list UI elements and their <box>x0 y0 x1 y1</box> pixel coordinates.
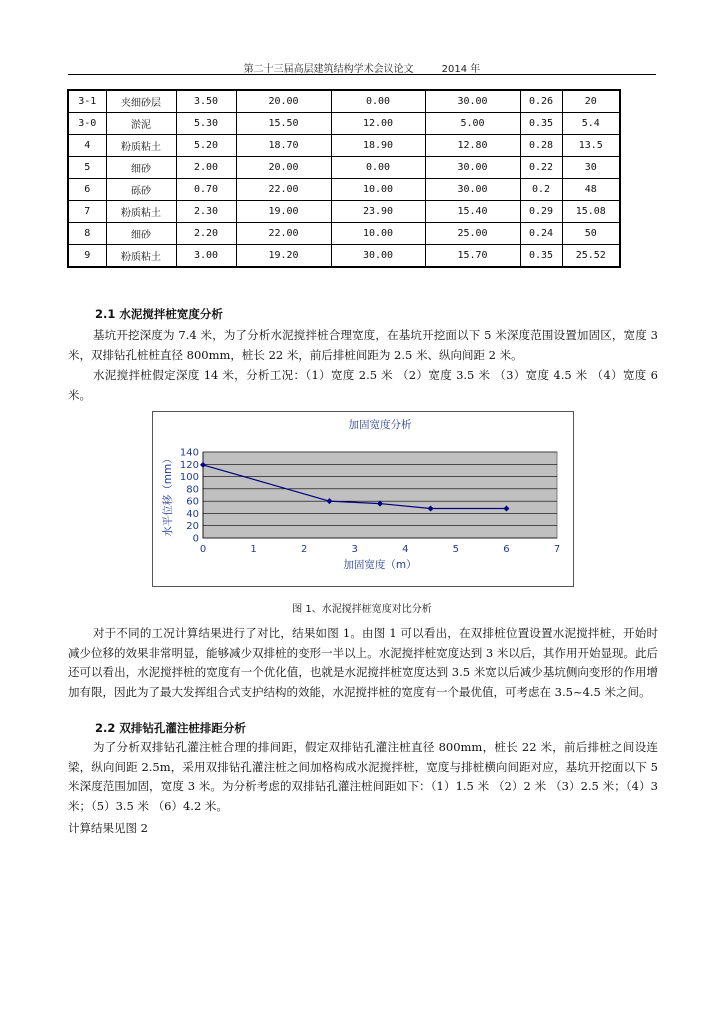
table-cell: 12.00 <box>331 113 425 135</box>
table-cell: 30.00 <box>425 157 520 179</box>
x-tick-label: 1 <box>250 544 257 555</box>
table-cell: 0.22 <box>520 157 562 179</box>
x-tick-label: 2 <box>300 544 308 555</box>
section-2-1-heading: 2.1 水泥搅拌桩宽度分析 <box>95 307 223 321</box>
table-cell: 0.70 <box>176 179 236 201</box>
table-cell: 19.20 <box>236 245 331 268</box>
x-tick-label: 5 <box>452 544 460 555</box>
table-cell: 粉质粘土 <box>106 201 176 223</box>
table-cell: 3-0 <box>68 113 106 135</box>
table-cell: 12.80 <box>425 135 520 157</box>
y-tick-label: 0 <box>192 533 199 545</box>
chart-title: 加固宽度分析 <box>348 419 412 431</box>
table-cell: 22.00 <box>236 223 331 245</box>
table-cell: 0.00 <box>331 157 425 179</box>
table-cell: 8 <box>68 223 106 245</box>
page-header <box>0 60 724 75</box>
table-cell: 6 <box>68 179 106 201</box>
table-cell: 粉质粘土 <box>106 135 176 157</box>
header-rule <box>68 74 656 75</box>
x-tick-label: 0 <box>199 544 207 555</box>
section-2-2-paragraph-1: 为了分析双排钻孔灌注桩合理的排间距，假定双排钻孔灌注桩直径 800mm，桩长 22 米，前后排桩之间设连梁，纵向间距 2.5m，采用双排钻孔灌注桩之间加格构成水泥搅拌桩，宽度与排桩横向间距对应，基坑开挖面以下 5 米深度范围加固，宽度 3 米。为分析考虑的双排钻孔灌注桩间距如下：（1）1.5 米 （2）2 米 （3）2.5 米；（4）3 米；（5）3.5 米 （6）4.2 米。 <box>68 740 658 813</box>
table-cell: 0.2 <box>520 179 562 201</box>
x-tick-label: 4 <box>402 544 409 555</box>
table-cell: 3-1 <box>68 90 106 113</box>
section-2-1-paragraph-2: 水泥搅拌桩假定深度 14 米，分析工况：（1）宽度 2.5 米 （2）宽度 3.5 米 （3）宽度 4.5 米 （4）宽度 6 米。 <box>68 368 658 402</box>
table-cell: 30.00 <box>425 90 520 113</box>
table-cell: 10.00 <box>331 179 425 201</box>
width-analysis-chart <box>153 412 573 586</box>
table-cell: 2.00 <box>176 157 236 179</box>
x-tick-label: 7 <box>553 544 561 555</box>
table-cell: 砾砂 <box>106 179 176 201</box>
table-cell: 20.00 <box>236 157 331 179</box>
soil-parameter-table <box>67 89 621 268</box>
y-tick-label: 80 <box>186 484 199 496</box>
section-2-1-paragraph-1: 基坑开挖深度为 7.4 米，为了分析水泥搅拌桩合理宽度，在基坑开挖面以下 5 米深度范围设置加固区，宽度 3 米，双排钻孔桩桩直径 800mm，桩长 22 米，前后排桩间距为 2.5 米、纵向间距 2 米。 <box>68 328 658 362</box>
table-cell: 15.40 <box>425 201 520 223</box>
x-axis-label: 加固宽度（m） <box>343 559 417 571</box>
plot-area <box>203 452 557 538</box>
table-cell: 5 <box>68 157 106 179</box>
table-cell: 48 <box>562 179 620 201</box>
table-cell: 10.00 <box>331 223 425 245</box>
table-cell: 30.00 <box>331 245 425 268</box>
table-cell: 9 <box>68 245 106 268</box>
table-cell: 0.35 <box>520 245 562 268</box>
table-cell: 夹细砂层 <box>106 90 176 113</box>
y-tick-label: 100 <box>179 472 199 484</box>
table-cell: 30 <box>562 157 620 179</box>
table-cell: 22.00 <box>236 179 331 201</box>
table-row <box>68 135 620 157</box>
section-2-2-heading: 2.2 双排钻孔灌注桩排距分析 <box>95 721 246 735</box>
table-cell: 25.00 <box>425 223 520 245</box>
table-cell: 5.30 <box>176 113 236 135</box>
table-cell: 2.30 <box>176 201 236 223</box>
table-cell: 15.08 <box>562 201 620 223</box>
table-cell: 3.00 <box>176 245 236 268</box>
table-cell: 20.00 <box>236 90 331 113</box>
table-row <box>68 179 620 201</box>
table-row <box>68 157 620 179</box>
table-cell: 15.50 <box>236 113 331 135</box>
y-axis-label: 水平位移（mm） <box>162 453 174 537</box>
table-cell: 18.90 <box>331 135 425 157</box>
table-cell: 粉质粘土 <box>106 245 176 268</box>
table-row <box>68 201 620 223</box>
x-tick-label: 6 <box>503 544 510 555</box>
table-cell: 19.00 <box>236 201 331 223</box>
table-cell: 50 <box>562 223 620 245</box>
table-cell: 0.28 <box>520 135 562 157</box>
table-cell: 5.4 <box>562 113 620 135</box>
table-row <box>68 113 620 135</box>
y-tick-label: 120 <box>179 459 199 471</box>
y-tick-label: 140 <box>179 447 199 459</box>
header-title: 第二十三届高层建筑结构学术会议论文 <box>243 64 414 75</box>
table-cell: 2.20 <box>176 223 236 245</box>
section-2-2-paragraph-2: 计算结果见图 2 <box>68 821 148 835</box>
table-cell: 15.70 <box>425 245 520 268</box>
figure-1-caption: 图 1、水泥搅拌桩宽度对比分析 <box>292 604 432 615</box>
table-cell: 4 <box>68 135 106 157</box>
table-row <box>68 90 620 113</box>
table-cell: 7 <box>68 201 106 223</box>
table-cell: 0.35 <box>520 113 562 135</box>
table-cell: 20 <box>562 90 620 113</box>
chart-frame <box>152 411 574 587</box>
table-cell: 13.5 <box>562 135 620 157</box>
header-year: 2014 年 <box>441 64 481 75</box>
table-cell: 细砂 <box>106 223 176 245</box>
table-cell: 5.00 <box>425 113 520 135</box>
y-tick-label: 20 <box>186 521 199 533</box>
results-paragraph: 对于不同的工况计算结果进行了对比，结果如图 1。由图 1 可以看出，在双排桩位置设置水泥搅拌桩，开始时减少位移的效果非常明显，能够减少双排桩的变形一半以上。水泥搅拌桩宽度达到 3 米以后，其作用开始显现。此后还可以看出，水泥搅拌桩的宽度有一个优化值，也就是水泥搅拌桩宽度达到 3.5 米宽以后减少基坑侧向变形的作用增加有限，因此为了最大发挥组合式支护结构的效能，水泥搅拌桩的宽度有一个最优值，可考虑在 3.5~4.5 米之间。 <box>68 626 658 699</box>
table-cell: 0.24 <box>520 223 562 245</box>
table-row <box>68 245 620 268</box>
y-tick-label: 40 <box>186 508 199 520</box>
table-cell: 30.00 <box>425 179 520 201</box>
table-cell: 0.26 <box>520 90 562 113</box>
table-cell: 5.20 <box>176 135 236 157</box>
y-tick-label: 60 <box>186 496 199 508</box>
table-cell: 23.90 <box>331 201 425 223</box>
table-cell: 18.70 <box>236 135 331 157</box>
table-cell: 淤泥 <box>106 113 176 135</box>
table-cell: 3.50 <box>176 90 236 113</box>
table-row <box>68 223 620 245</box>
x-tick-label: 3 <box>351 544 358 555</box>
table-cell: 0.00 <box>331 90 425 113</box>
table-cell: 0.29 <box>520 201 562 223</box>
table-cell: 25.52 <box>562 245 620 268</box>
table-cell: 细砂 <box>106 157 176 179</box>
